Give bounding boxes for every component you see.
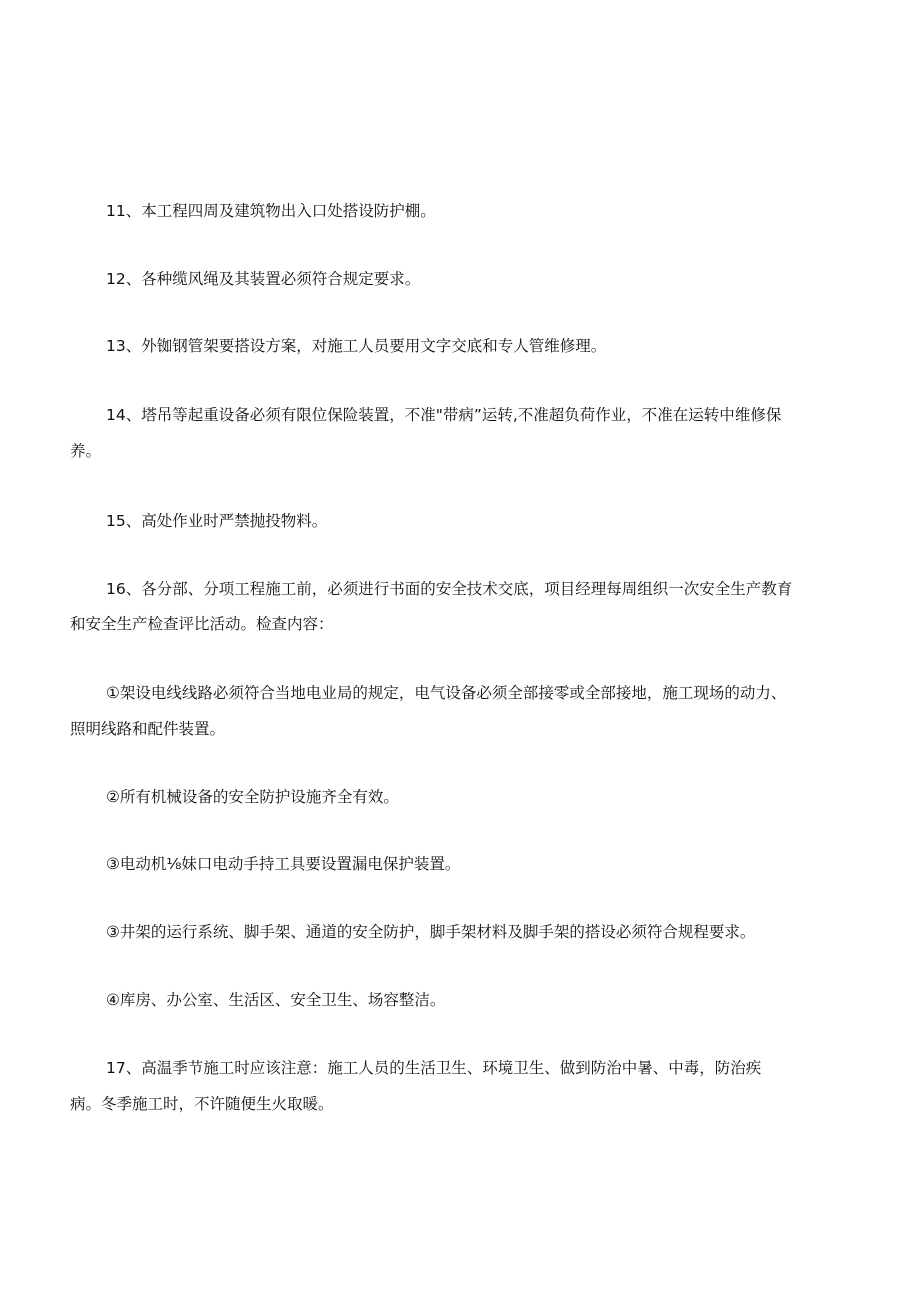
check-item-2: ②所有机械设备的安全防护设施齐全有效。: [106, 788, 399, 806]
check-item-1-line2: 照明线路和配件装置。: [70, 720, 226, 738]
check-item-3: ③电动机⅛妹口电动手持工具要设置漏电保护装置。: [106, 855, 461, 873]
check-item-1-line1: ①架设电线线路必须符合当地电业局的规定，电气设备必须全部接零或全部接地，施工现场的动力、: [106, 684, 787, 702]
item-16-line1: 16、各分部、分项工程施工前，必须进行书面的安全技术交底，项目经理每周组织一次安全生产教育: [106, 580, 793, 598]
item-17-line2: 病。冬季施工时，不许随便生火取暖。: [70, 1095, 334, 1113]
item-12: 12、各种缆风绳及其装置必须符合规定要求。: [106, 270, 421, 288]
item-14-line2: 养。: [70, 442, 102, 460]
item-17-line1: 17、高温季节施工时应该注意：施工人员的生活卫生、环境卫生、做到防治中暑、中毒，防治疾: [106, 1059, 762, 1077]
item-13: 13、外铷钢管架要搭设方案，对施工人员要用文字交底和专人管维修理。: [106, 337, 607, 355]
item-15: 15、高处作业时严禁抛投物料。: [106, 512, 328, 530]
check-item-4: ④库房、办公室、生活区、安全卫生、场容整洁。: [106, 991, 446, 1009]
item-14-line1: 14、塔吊等起重设备必须有限位保险装置，不准"带病”运转,不准超负荷作业，不准在运转中维修保: [106, 406, 782, 424]
check-item-3b: ③井架的运行系统、脚手架、通道的安全防护，脚手架材料及脚手架的搭设必须符合规程要求。: [106, 923, 756, 941]
item-16-line2: 和安全生产检查评比活动。检查内容：: [70, 615, 334, 633]
item-11: 11、本工程四周及建筑物出入口处搭设防护棚。: [106, 202, 436, 220]
